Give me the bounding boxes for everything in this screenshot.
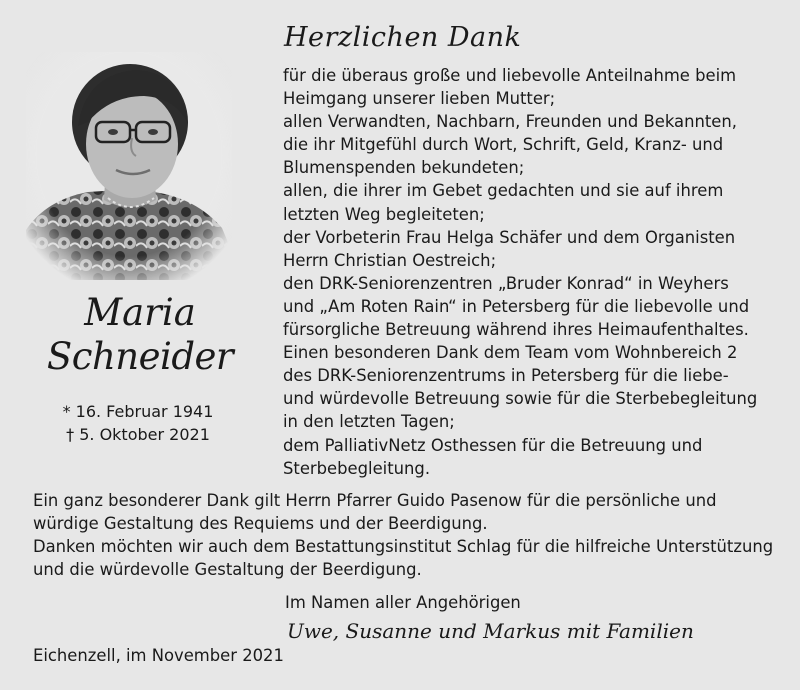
body-line: die ihr Mitgefühl durch Wort, Schrift, Geld, Kranz- und	[283, 135, 724, 155]
deceased-last-name: Schneider	[46, 335, 234, 378]
body-line: Herrn Christian Oestreich;	[283, 250, 497, 270]
body-line: des DRK-Seniorenzentrums in Petersberg für die liebe-	[283, 366, 729, 386]
full-line: würdige Gestaltung des Requiems und der Beerdigung.	[33, 514, 488, 534]
body-line: den DRK-Seniorenzentren „Bruder Konrad“ in Weyhers	[283, 273, 729, 293]
thanks-full-width	[33, 489, 793, 581]
body-line: Heimgang unserer lieben Mutter;	[283, 89, 556, 109]
full-line: und die würdevolle Gestaltung der Beerdigung.	[33, 560, 422, 580]
families-signature: Uwe, Susanne und Markus mit Familien	[287, 619, 694, 643]
body-line: und „Am Roten Rain“ in Petersberg für die liebevolle und	[283, 296, 750, 316]
death-date: † 5. Oktober 2021	[66, 425, 210, 444]
body-line: in den letzten Tagen;	[283, 412, 455, 432]
thanks-body	[283, 64, 793, 480]
body-line: allen Verwandten, Nachbarn, Freunden und Bekannten,	[283, 112, 737, 132]
signoff-text: Im Namen aller Angehörigen	[285, 593, 521, 612]
body-line: Blumenspenden bekundeten;	[283, 158, 525, 178]
body-line: für die überaus große und liebevolle Anteilnahme beim	[283, 66, 737, 85]
body-line: fürsorgliche Betreuung während ihres Heimaufenthaltes.	[283, 320, 749, 340]
body-line: dem PalliativNetz Osthessen für die Betreuung und	[283, 435, 703, 455]
place-and-date: Eichenzell, im November 2021	[33, 646, 284, 665]
notice-heading: Herzlichen Dank	[284, 22, 522, 53]
body-line: Einen besonderen Dank dem Team vom Wohnbereich 2	[283, 343, 738, 363]
deceased-first-name: Maria	[84, 291, 196, 334]
body-line: und würdevolle Betreuung sowie für die Sterbebegleitung	[283, 389, 758, 409]
body-line: Sterbebegleitung.	[283, 458, 431, 478]
portrait-photo	[26, 52, 232, 280]
body-line: der Vorbeterin Frau Helga Schäfer und dem Organisten	[283, 227, 736, 247]
birth-date: * 16. Februar 1941	[62, 402, 214, 421]
full-line: Danken möchten wir auch dem Bestattungsinstitut Schlag für die hilfreiche Unterstützung	[33, 537, 774, 557]
body-line: allen, die ihrer im Gebet gedachten und sie auf ihrem	[283, 181, 724, 201]
full-line: Ein ganz besonderer Dank gilt Herrn Pfarrer Guido Pasenow für die persönliche und	[33, 491, 717, 510]
body-line: letzten Weg begleiteten;	[283, 204, 485, 224]
